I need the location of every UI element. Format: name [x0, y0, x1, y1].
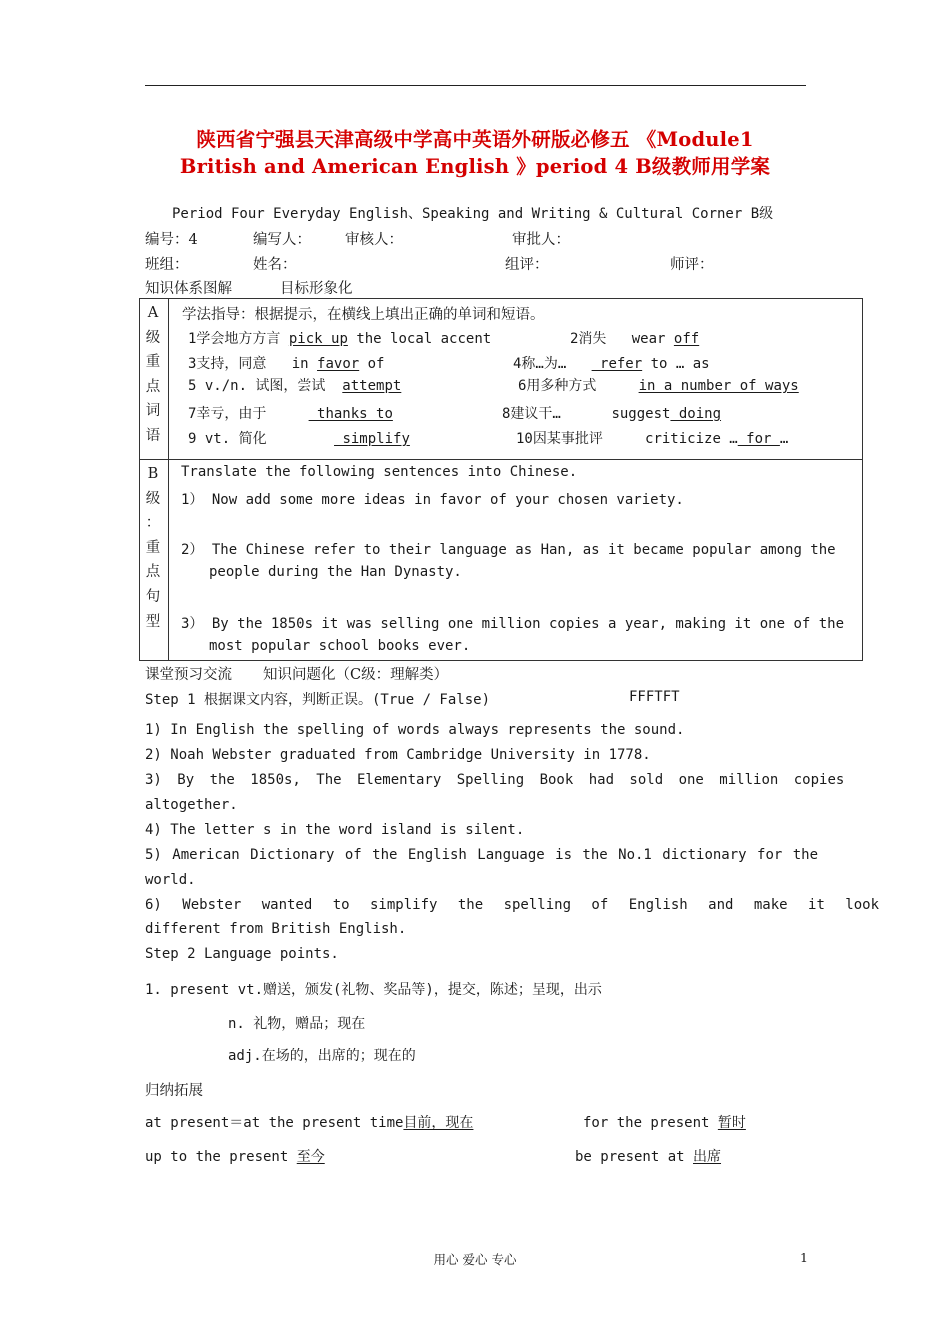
preview-heading-left: 课堂预习交流 [145, 667, 232, 683]
meta-approver: 审批人： [512, 232, 570, 248]
question-1: 1) In English the spelling of words always represents the sound. [145, 722, 685, 738]
question-6-line-2: different from British English. [145, 921, 407, 937]
expansion-1: at present＝at the present time目前，现在 [145, 1115, 474, 1131]
page-title-line1: 陕西省宁强县天津高级中学高中英语外研版必修五 《Module1 [196, 128, 754, 151]
question-2: 2) Noah Webster graduated from Cambridge University in 1778. [145, 747, 651, 763]
question-4: 4) The letter s in the word island is silent. [145, 822, 525, 838]
vocab-item-9: 9 vt. 简化 simplify [188, 431, 410, 447]
page-number: 1 [800, 1250, 808, 1265]
meta-class-group: 班组： [145, 257, 189, 273]
step1-answer: FFFTFT [629, 689, 680, 705]
step1-label: Step 1 根据课文内容，判断正误。(True / False) [145, 692, 491, 708]
section-heading-left: 知识体系图解 [145, 281, 232, 297]
row-a-label: A 级 重 点 词 语 [145, 305, 161, 444]
vocab-item-2: 2消失 wear off [570, 331, 700, 347]
expansion-3: up to the present 至今 [145, 1149, 325, 1165]
meta-name: 姓名： [253, 257, 297, 273]
vocab-item-8: 8建议干… suggest doing [502, 406, 722, 422]
question-6-line-1: 6) Webster wanted to simplify the spelling of English and make it look [145, 897, 880, 913]
page-title-line2: British and American English 》period 4 B级教师用学案 [179, 155, 771, 178]
question-5-line-2: world. [145, 872, 196, 888]
vocab-item-6: 6用多种方式 in a number of ways [518, 378, 799, 394]
section-heading-right: 目标形象化 [280, 281, 353, 297]
sentence-3-line-2: most popular school books ever. [209, 638, 471, 654]
expansion-4: be present at 出席 [575, 1149, 722, 1165]
vocab-item-3: 3支持，同意 in favor of [188, 356, 385, 372]
meta-author: 编写人： [253, 232, 311, 248]
preview-heading-right: 知识问题化（C级：理解类） [263, 667, 449, 683]
row-b-instruction: Translate the following sentences into Chinese. [181, 464, 578, 480]
question-3-line-2: altogether. [145, 797, 238, 813]
meta-reviewer: 审核人： [345, 232, 403, 248]
sentence-3-line-1: 3） By the 1850s it was selling one million copies a year, making it one of the [181, 616, 845, 632]
point-1: 1. present vt.赠送，颁发(礼物、奖品等)，提交，陈述；呈现，出示 [145, 982, 602, 998]
expansion-2: for the present 暂时 [583, 1115, 746, 1131]
meta-group-review: 组评： [505, 257, 549, 273]
question-5-line-1: 5) American Dictionary of the English Language is the No.1 dictionary for the [145, 847, 819, 863]
sentence-2-line-2: people during the Han Dynasty. [209, 564, 462, 580]
vocab-item-10: 10因某事批评 criticize … for … [516, 431, 789, 447]
vocab-item-5: 5 v./n. 试图，尝试 attempt [188, 378, 402, 394]
row-a-guide: 学法指导：根据提示，在横线上填出正确的单词和短语。 [182, 307, 545, 323]
subtitle: Period Four Everyday English、Speaking and Writing & Cultural Corner B级 [172, 206, 774, 222]
vocab-item-4: 4称…为… refer to … as [513, 356, 710, 372]
meta-teacher-review: 师评： [670, 257, 714, 273]
point-1-adj: adj.在场的，出席的；现在的 [228, 1048, 416, 1064]
question-3-line-1: 3) By the 1850s, The Elementary Spelling Book had sold one million copies [145, 772, 845, 788]
point-1-noun: n. 礼物，赠品；现在 [228, 1016, 366, 1032]
vocab-item-1: 1学会地方方言 pick up the local accent [188, 331, 492, 347]
vocab-item-7: 7幸亏，由于 thanks to [188, 406, 393, 422]
sentence-1: 1） Now add some more ideas in favor of your chosen variety. [181, 492, 684, 508]
footer-motto: 用心 爱心 专心 [433, 1252, 517, 1267]
header-rule [145, 85, 806, 86]
summary-heading: 归纳拓展 [145, 1083, 203, 1099]
sentence-2-line-1: 2） The Chinese refer to their language as Han, as it became popular among the [181, 542, 836, 558]
step2-heading: Step 2 Language points. [145, 946, 339, 962]
meta-bianhao: 编号：4 [145, 232, 198, 248]
row-b-label: B 级 ： 重 点 句 型 [145, 466, 161, 630]
